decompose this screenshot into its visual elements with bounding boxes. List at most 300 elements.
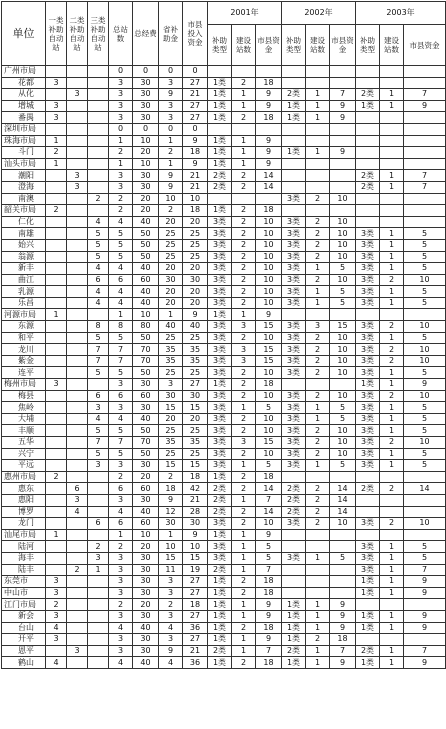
data-cell: 1 bbox=[109, 309, 133, 321]
unit-cell: 梅县 bbox=[2, 390, 46, 402]
data-cell: 30 bbox=[159, 274, 183, 286]
data-cell: 2 bbox=[380, 321, 404, 333]
data-cell: 2 bbox=[306, 425, 330, 437]
data-cell: 20 bbox=[183, 413, 208, 425]
data-cell: 15 bbox=[183, 460, 208, 472]
data-cell: 2类 bbox=[208, 170, 232, 182]
unit-cell: 乐昌 bbox=[2, 297, 46, 309]
data-cell: 5 bbox=[404, 402, 446, 414]
data-cell bbox=[88, 309, 109, 321]
data-cell: 2类 bbox=[356, 170, 380, 182]
data-cell: 9 bbox=[256, 610, 282, 622]
data-cell bbox=[380, 634, 404, 646]
data-cell: 10 bbox=[330, 390, 356, 402]
data-cell bbox=[256, 123, 282, 135]
data-cell: 1类 bbox=[208, 657, 232, 669]
data-cell: 25 bbox=[183, 367, 208, 379]
data-cell: 2 bbox=[306, 274, 330, 286]
data-cell: 70 bbox=[133, 344, 159, 356]
table-row bbox=[2, 263, 446, 275]
data-cell: 25 bbox=[159, 448, 183, 460]
data-cell: 2 bbox=[380, 355, 404, 367]
data-cell: 4 bbox=[46, 622, 67, 634]
data-cell: 5 bbox=[88, 228, 109, 240]
data-cell: 1 bbox=[380, 541, 404, 553]
header-2002-type: 补助类型 bbox=[282, 25, 306, 66]
data-cell bbox=[46, 274, 67, 286]
data-cell: 9 bbox=[183, 529, 208, 541]
data-cell: 4 bbox=[67, 506, 88, 518]
data-cell: 40 bbox=[183, 321, 208, 333]
data-cell: 2 bbox=[159, 471, 183, 483]
data-cell bbox=[67, 274, 88, 286]
data-cell: 5 bbox=[88, 367, 109, 379]
data-cell: 2类 bbox=[356, 89, 380, 101]
unit-cell: 紫金 bbox=[2, 355, 46, 367]
data-cell: 20 bbox=[159, 263, 183, 275]
data-cell: 1类 bbox=[208, 576, 232, 588]
data-cell: 1 bbox=[380, 332, 404, 344]
table-row bbox=[2, 471, 446, 483]
unit-cell: 江门市局 bbox=[2, 599, 46, 611]
data-cell bbox=[88, 471, 109, 483]
data-cell: 10 bbox=[256, 216, 282, 228]
data-cell: 15 bbox=[183, 552, 208, 564]
data-cell bbox=[88, 610, 109, 622]
data-cell bbox=[46, 483, 67, 495]
data-cell bbox=[380, 506, 404, 518]
data-cell: 5 bbox=[330, 413, 356, 425]
unit-cell: 陆河 bbox=[2, 541, 46, 553]
data-cell bbox=[380, 216, 404, 228]
data-cell bbox=[356, 77, 380, 89]
data-cell: 6 bbox=[88, 274, 109, 286]
data-cell: 14 bbox=[330, 494, 356, 506]
data-cell: 2 bbox=[306, 437, 330, 449]
data-cell: 1 bbox=[88, 564, 109, 576]
data-cell: 10 bbox=[256, 274, 282, 286]
data-cell: 3类 bbox=[208, 390, 232, 402]
data-cell: 1 bbox=[232, 147, 256, 159]
data-cell: 25 bbox=[183, 239, 208, 251]
data-cell: 2 bbox=[232, 448, 256, 460]
data-cell: 3 bbox=[159, 77, 183, 89]
data-cell: 18 bbox=[256, 471, 282, 483]
data-cell: 4 bbox=[88, 263, 109, 275]
data-cell: 3 bbox=[46, 112, 67, 124]
data-cell bbox=[404, 309, 446, 321]
data-cell bbox=[46, 228, 67, 240]
data-cell: 35 bbox=[183, 344, 208, 356]
data-cell bbox=[46, 552, 67, 564]
data-cell bbox=[330, 181, 356, 193]
data-cell: 15 bbox=[256, 321, 282, 333]
data-cell bbox=[380, 494, 404, 506]
data-cell bbox=[306, 158, 330, 170]
data-cell bbox=[88, 645, 109, 657]
data-cell bbox=[356, 634, 380, 646]
data-cell: 5 bbox=[256, 541, 282, 553]
data-cell: 60 bbox=[133, 518, 159, 530]
data-cell: 9 bbox=[404, 587, 446, 599]
data-cell: 3 bbox=[46, 587, 67, 599]
data-cell: 10 bbox=[256, 367, 282, 379]
data-cell: 10 bbox=[256, 448, 282, 460]
data-cell: 3类 bbox=[208, 413, 232, 425]
data-cell bbox=[88, 135, 109, 147]
data-cell bbox=[256, 193, 282, 205]
data-cell bbox=[380, 309, 404, 321]
data-cell: 0 bbox=[183, 123, 208, 135]
data-cell: 18 bbox=[183, 471, 208, 483]
data-cell: 2类 bbox=[208, 181, 232, 193]
data-cell: 20 bbox=[159, 413, 183, 425]
unit-cell: 连平 bbox=[2, 367, 46, 379]
data-cell: 3类 bbox=[282, 448, 306, 460]
data-cell: 8 bbox=[109, 321, 133, 333]
data-cell: 3类 bbox=[208, 552, 232, 564]
data-cell: 5 bbox=[109, 332, 133, 344]
data-cell bbox=[67, 460, 88, 472]
data-cell: 5 bbox=[404, 552, 446, 564]
data-cell: 10 bbox=[330, 332, 356, 344]
data-cell: 3 bbox=[109, 645, 133, 657]
data-cell bbox=[46, 89, 67, 101]
data-cell: 25 bbox=[159, 239, 183, 251]
data-cell: 21 bbox=[183, 89, 208, 101]
data-cell bbox=[356, 205, 380, 217]
data-cell bbox=[67, 321, 88, 333]
data-cell: 3类 bbox=[282, 274, 306, 286]
data-cell: 2 bbox=[380, 390, 404, 402]
data-cell: 7 bbox=[109, 437, 133, 449]
table-row bbox=[2, 622, 446, 634]
data-cell: 1类 bbox=[356, 576, 380, 588]
unit-cell: 韶关市局 bbox=[2, 205, 46, 217]
data-cell: 27 bbox=[183, 379, 208, 391]
data-cell: 1 bbox=[380, 239, 404, 251]
data-cell: 3 bbox=[46, 379, 67, 391]
data-cell: 3类 bbox=[208, 344, 232, 356]
data-cell: 1类 bbox=[356, 587, 380, 599]
data-cell: 30 bbox=[133, 587, 159, 599]
data-cell: 5 bbox=[404, 448, 446, 460]
table-row bbox=[2, 135, 446, 147]
data-cell bbox=[67, 239, 88, 251]
data-cell bbox=[356, 309, 380, 321]
data-cell: 3 bbox=[232, 437, 256, 449]
data-cell: 9 bbox=[183, 158, 208, 170]
data-cell: 3 bbox=[109, 402, 133, 414]
data-cell bbox=[46, 170, 67, 182]
data-cell: 30 bbox=[159, 518, 183, 530]
data-cell: 10 bbox=[330, 216, 356, 228]
data-cell bbox=[67, 297, 88, 309]
data-cell bbox=[67, 251, 88, 263]
data-cell bbox=[46, 216, 67, 228]
data-cell: 28 bbox=[183, 506, 208, 518]
data-cell: 2 bbox=[380, 437, 404, 449]
data-cell bbox=[356, 494, 380, 506]
data-cell bbox=[46, 251, 67, 263]
data-cell bbox=[67, 205, 88, 217]
data-cell bbox=[282, 170, 306, 182]
data-cell bbox=[88, 379, 109, 391]
table-row bbox=[2, 309, 446, 321]
data-cell: 25 bbox=[159, 425, 183, 437]
data-cell bbox=[88, 506, 109, 518]
data-cell: 3类 bbox=[282, 402, 306, 414]
data-cell: 3类 bbox=[208, 286, 232, 298]
data-cell: 10 bbox=[404, 321, 446, 333]
data-cell: 1 bbox=[159, 529, 183, 541]
data-cell: 50 bbox=[133, 448, 159, 460]
header-total-stations: 总站数 bbox=[109, 2, 133, 66]
data-cell: 1 bbox=[159, 309, 183, 321]
data-cell: 9 bbox=[183, 309, 208, 321]
data-cell: 27 bbox=[183, 610, 208, 622]
data-cell bbox=[88, 147, 109, 159]
data-cell: 10 bbox=[404, 274, 446, 286]
data-cell bbox=[306, 564, 330, 576]
data-cell: 2 bbox=[232, 657, 256, 669]
table-row bbox=[2, 112, 446, 124]
header-2001-type: 补助类型 bbox=[208, 25, 232, 66]
data-cell: 3类 bbox=[208, 518, 232, 530]
data-cell: 18 bbox=[256, 622, 282, 634]
data-cell bbox=[282, 135, 306, 147]
data-cell: 30 bbox=[183, 518, 208, 530]
data-cell: 25 bbox=[159, 332, 183, 344]
data-cell: 27 bbox=[183, 100, 208, 112]
data-cell bbox=[380, 147, 404, 159]
data-cell: 15 bbox=[256, 355, 282, 367]
data-cell: 3 bbox=[232, 344, 256, 356]
data-cell: 3 bbox=[67, 89, 88, 101]
header-2003-funds: 市县资金 bbox=[404, 25, 446, 66]
data-cell bbox=[282, 564, 306, 576]
data-cell: 2 bbox=[232, 239, 256, 251]
table-row bbox=[2, 379, 446, 391]
data-cell: 3 bbox=[109, 379, 133, 391]
data-cell bbox=[88, 170, 109, 182]
data-cell bbox=[306, 181, 330, 193]
data-cell: 2 bbox=[232, 379, 256, 391]
data-cell: 2 bbox=[232, 483, 256, 495]
data-cell: 42 bbox=[183, 483, 208, 495]
data-cell: 2类 bbox=[356, 483, 380, 495]
data-cell: 2 bbox=[306, 355, 330, 367]
data-cell: 1类 bbox=[356, 622, 380, 634]
data-cell: 2 bbox=[109, 193, 133, 205]
data-cell: 7 bbox=[330, 645, 356, 657]
data-cell: 9 bbox=[404, 622, 446, 634]
data-cell: 1类 bbox=[356, 657, 380, 669]
data-cell: 7 bbox=[88, 344, 109, 356]
data-cell bbox=[282, 181, 306, 193]
data-cell: 2类 bbox=[282, 483, 306, 495]
data-cell: 2 bbox=[46, 147, 67, 159]
data-cell: 9 bbox=[330, 599, 356, 611]
data-cell: 25 bbox=[159, 228, 183, 240]
unit-cell: 仁化 bbox=[2, 216, 46, 228]
data-cell: 5 bbox=[109, 425, 133, 437]
data-cell: 2 bbox=[232, 390, 256, 402]
data-cell bbox=[67, 471, 88, 483]
data-cell: 40 bbox=[133, 413, 159, 425]
data-cell bbox=[232, 123, 256, 135]
data-cell: 3 bbox=[159, 112, 183, 124]
data-cell: 1 bbox=[380, 622, 404, 634]
data-cell: 2 bbox=[232, 576, 256, 588]
data-cell: 3 bbox=[232, 321, 256, 333]
data-cell: 50 bbox=[133, 367, 159, 379]
data-cell: 4 bbox=[88, 286, 109, 298]
data-cell: 0 bbox=[159, 66, 183, 78]
data-cell: 2 bbox=[232, 286, 256, 298]
data-cell: 35 bbox=[159, 355, 183, 367]
data-cell: 5 bbox=[256, 402, 282, 414]
data-cell bbox=[46, 297, 67, 309]
data-cell: 18 bbox=[256, 112, 282, 124]
header-unit: 单位 bbox=[2, 2, 46, 66]
data-cell: 3类 bbox=[356, 425, 380, 437]
data-cell: 12 bbox=[159, 506, 183, 518]
table-row bbox=[2, 483, 446, 495]
data-cell: 10 bbox=[133, 529, 159, 541]
data-cell: 3 bbox=[67, 170, 88, 182]
header-year-2001: 2001年 bbox=[208, 2, 282, 25]
data-cell: 7 bbox=[88, 355, 109, 367]
table-row bbox=[2, 529, 446, 541]
data-cell: 10 bbox=[330, 274, 356, 286]
data-cell: 9 bbox=[159, 645, 183, 657]
unit-cell: 乳源 bbox=[2, 286, 46, 298]
unit-cell: 恩平 bbox=[2, 645, 46, 657]
data-cell: 3 bbox=[109, 100, 133, 112]
data-cell: 2 bbox=[232, 367, 256, 379]
data-cell: 10 bbox=[159, 541, 183, 553]
data-cell: 3类 bbox=[282, 518, 306, 530]
data-cell: 3类 bbox=[208, 448, 232, 460]
data-cell bbox=[67, 634, 88, 646]
data-cell bbox=[232, 66, 256, 78]
data-cell: 3 bbox=[46, 610, 67, 622]
data-cell: 10 bbox=[133, 158, 159, 170]
data-cell: 27 bbox=[183, 634, 208, 646]
data-cell bbox=[67, 437, 88, 449]
data-cell bbox=[67, 552, 88, 564]
data-cell bbox=[380, 529, 404, 541]
data-cell: 2 bbox=[232, 274, 256, 286]
unit-cell: 梅州市局 bbox=[2, 379, 46, 391]
data-cell: 40 bbox=[133, 506, 159, 518]
header-2002-funds: 市县资金 bbox=[330, 25, 356, 66]
data-cell: 1 bbox=[306, 413, 330, 425]
data-cell: 18 bbox=[183, 599, 208, 611]
data-cell bbox=[208, 66, 232, 78]
data-cell: 1 bbox=[306, 610, 330, 622]
data-cell: 9 bbox=[159, 89, 183, 101]
data-cell: 10 bbox=[404, 390, 446, 402]
data-cell: 2 bbox=[109, 599, 133, 611]
data-cell bbox=[404, 66, 446, 78]
table-row bbox=[2, 66, 446, 78]
data-cell: 1 bbox=[380, 564, 404, 576]
data-cell: 2 bbox=[380, 483, 404, 495]
data-cell: 1 bbox=[380, 645, 404, 657]
data-cell: 9 bbox=[330, 112, 356, 124]
data-cell: 9 bbox=[159, 181, 183, 193]
table-row bbox=[2, 425, 446, 437]
data-cell: 1类 bbox=[208, 309, 232, 321]
data-cell: 2 bbox=[109, 541, 133, 553]
data-cell bbox=[67, 448, 88, 460]
table-row bbox=[2, 158, 446, 170]
data-cell: 2 bbox=[46, 471, 67, 483]
data-cell: 5 bbox=[109, 228, 133, 240]
data-cell: 5 bbox=[330, 263, 356, 275]
data-cell: 3类 bbox=[208, 332, 232, 344]
data-cell: 2 bbox=[306, 239, 330, 251]
data-cell: 9 bbox=[256, 158, 282, 170]
data-cell: 20 bbox=[183, 263, 208, 275]
data-cell: 2 bbox=[159, 599, 183, 611]
data-cell bbox=[282, 379, 306, 391]
data-cell: 15 bbox=[183, 402, 208, 414]
data-cell bbox=[88, 599, 109, 611]
unit-cell: 深圳市局 bbox=[2, 123, 46, 135]
unit-cell: 始兴 bbox=[2, 239, 46, 251]
data-cell: 2类 bbox=[208, 645, 232, 657]
table-row bbox=[2, 390, 446, 402]
header-type2: 二类补助自动站 bbox=[67, 2, 88, 66]
data-cell: 18 bbox=[183, 205, 208, 217]
data-cell: 3类 bbox=[282, 344, 306, 356]
data-cell: 2 bbox=[232, 297, 256, 309]
data-cell: 3 bbox=[109, 170, 133, 182]
data-cell: 3类 bbox=[208, 437, 232, 449]
data-cell: 60 bbox=[133, 274, 159, 286]
data-cell bbox=[330, 529, 356, 541]
data-cell: 7 bbox=[404, 181, 446, 193]
data-cell: 2 bbox=[232, 413, 256, 425]
data-cell: 25 bbox=[159, 251, 183, 263]
data-cell: 27 bbox=[183, 576, 208, 588]
data-cell bbox=[88, 123, 109, 135]
data-cell: 1 bbox=[380, 610, 404, 622]
data-cell: 1 bbox=[380, 413, 404, 425]
data-cell: 9 bbox=[404, 610, 446, 622]
data-cell: 5 bbox=[404, 286, 446, 298]
data-cell: 10 bbox=[330, 448, 356, 460]
data-cell: 10 bbox=[183, 193, 208, 205]
unit-cell: 博罗 bbox=[2, 506, 46, 518]
data-cell bbox=[67, 263, 88, 275]
data-cell: 0 bbox=[109, 123, 133, 135]
data-cell: 3类 bbox=[282, 239, 306, 251]
data-cell: 3类 bbox=[356, 274, 380, 286]
data-cell: 3类 bbox=[282, 413, 306, 425]
data-cell: 1类 bbox=[208, 147, 232, 159]
data-cell: 3 bbox=[109, 634, 133, 646]
data-cell: 40 bbox=[133, 297, 159, 309]
unit-cell: 新会 bbox=[2, 610, 46, 622]
data-cell: 5 bbox=[256, 552, 282, 564]
unit-cell: 新丰 bbox=[2, 263, 46, 275]
data-cell: 3 bbox=[159, 610, 183, 622]
data-cell: 7 bbox=[88, 437, 109, 449]
